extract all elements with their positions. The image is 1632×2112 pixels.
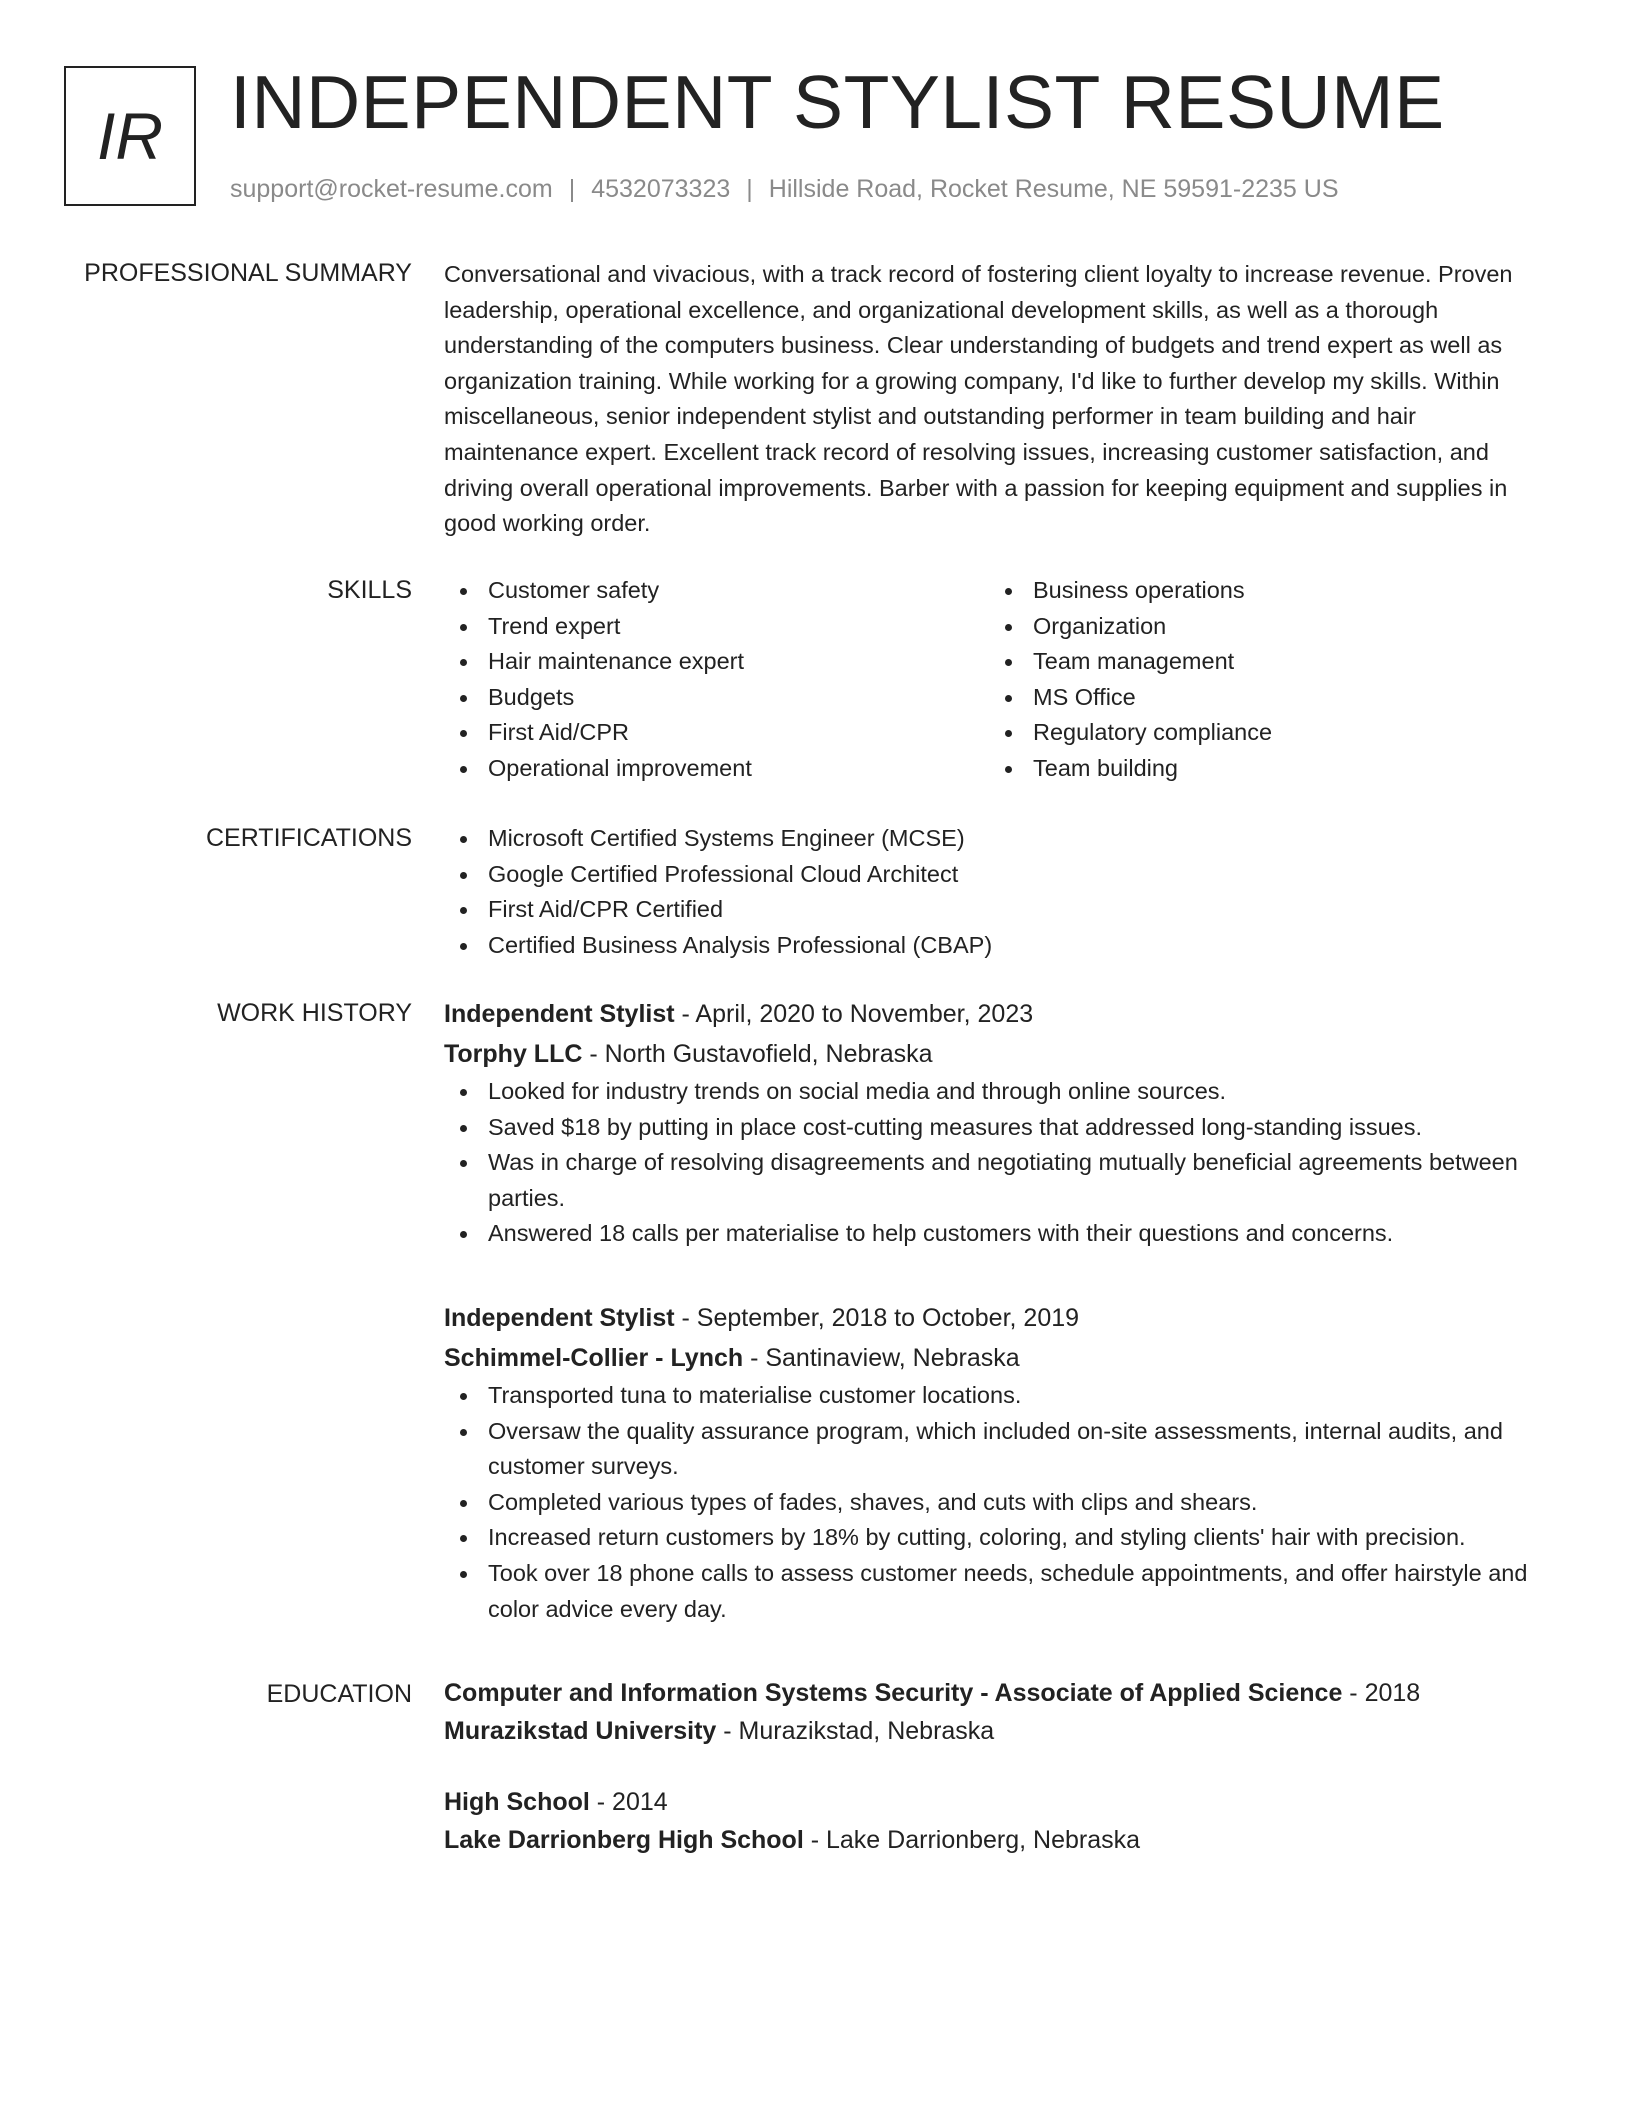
job-bullet: Saved $18 by putting in place cost-cutting measures that addressed long-standing issues. (444, 1110, 1564, 1146)
job-dates: - September, 2018 to October, 2019 (674, 1304, 1080, 1332)
job-title: Independent Stylist (444, 1304, 675, 1332)
job-company: Schimmel-Collier - Lynch (444, 1344, 744, 1372)
certifications-heading: CERTIFICATIONS (205, 824, 412, 852)
certification-item: First Aid/CPR Certified (444, 892, 1564, 928)
skills-list (444, 573, 1564, 787)
job-entry (444, 1298, 1564, 1627)
skill-item: Team management (989, 644, 1534, 680)
education-entry (444, 1783, 1564, 1859)
skills-column-right (989, 573, 1534, 787)
education-year: - 2018 (1342, 1679, 1421, 1707)
skill-item: Hair maintenance expert (444, 644, 989, 680)
skills-heading: SKILLS (327, 576, 412, 604)
job-location: - North Gustavofield, Nebraska (582, 1040, 933, 1068)
skill-item: MS Office (989, 680, 1534, 716)
job-company-line (444, 1034, 1564, 1074)
monogram-logo: IR (64, 66, 196, 206)
job-company: Torphy LLC (444, 1040, 583, 1068)
job-title-line (444, 1298, 1564, 1338)
job-bullet: Completed various types of fades, shaves, and cuts with clips and shears. (444, 1485, 1564, 1521)
skill-item: Budgets (444, 680, 989, 716)
contact-phone: 4532073323 (591, 175, 731, 203)
job-bullet-list (444, 1378, 1564, 1627)
job-entry (444, 994, 1564, 1252)
summary-heading: PROFESSIONAL SUMMARY (84, 259, 412, 287)
job-bullet: Transported tuna to materialise customer locations. (444, 1378, 1564, 1414)
job-bullet: Oversaw the quality assurance program, which included on-site assessments, internal audits, and customer surveys. (444, 1414, 1564, 1485)
job-company-line (444, 1338, 1564, 1378)
certification-item: Microsoft Certified Systems Engineer (MCSE) (444, 821, 1564, 857)
resume-title: INDEPENDENT STYLIST RESUME (230, 60, 1445, 144)
job-bullet-list (444, 1074, 1564, 1252)
job-title-line (444, 994, 1564, 1034)
education-school: Murazikstad University (444, 1717, 717, 1745)
certification-item: Google Certified Professional Cloud Architect (444, 857, 1564, 893)
skill-item: Customer safety (444, 573, 989, 609)
skill-item: Regulatory compliance (989, 715, 1534, 751)
education-year: - 2014 (589, 1788, 668, 1816)
certifications-list (444, 821, 1564, 963)
job-title: Independent Stylist (444, 1000, 675, 1028)
work-history-heading: WORK HISTORY (217, 999, 412, 1027)
education-degree: Computer and Information Systems Security - Associate of Applied Science (444, 1679, 1343, 1707)
job-bullet: Looked for industry trends on social media and through online sources. (444, 1074, 1564, 1110)
job-bullet: Took over 18 phone calls to assess customer needs, schedule appointments, and offer hairstyle and color advice every day. (444, 1556, 1564, 1627)
education-heading: EDUCATION (266, 1680, 412, 1708)
contact-email: support@rocket-resume.com (230, 175, 553, 203)
certification-item: Certified Business Analysis Professional (CBAP) (444, 928, 1564, 964)
education-degree-line (444, 1674, 1564, 1712)
job-bullet: Was in charge of resolving disagreements and negotiating mutually beneficial agreements between parties. (444, 1145, 1564, 1216)
skill-item: Team building (989, 751, 1534, 787)
education-entry (444, 1674, 1564, 1750)
summary-text: Conversational and vivacious, with a track record of fostering client loyalty to increase revenue. Proven leadership, operational excellence, and organizational development skills, as well as a thorough understanding of the computers business. Clear understanding of budgets and trend expert as well as organization training. While working for a growing company, I'd like to further develop my skills. Within miscellaneous, senior independent stylist and outstanding performer in team building and hair maintenance expert. Excellent track record of resolving issues, increasing customer satisfaction, and driving overall operational improvements. Barber with a passion for keeping equipment and supplies in good working order. (444, 261, 1513, 537)
education-school-line (444, 1821, 1564, 1859)
skills-column-left (444, 573, 989, 787)
job-bullet: Answered 18 calls per materialise to help customers with their questions and concerns. (444, 1216, 1564, 1252)
education-location: - Murazikstad, Nebraska (716, 1717, 995, 1745)
contact-separator: | (746, 175, 753, 203)
skill-item: Operational improvement (444, 751, 989, 787)
skill-item: First Aid/CPR (444, 715, 989, 751)
contact-separator: | (568, 175, 576, 203)
education-degree-line (444, 1783, 1564, 1821)
job-dates: - April, 2020 to November, 2023 (674, 1000, 1034, 1028)
job-location: - Santinaview, Nebraska (743, 1344, 1020, 1372)
education-location: - Lake Darrionberg, Nebraska (803, 1826, 1141, 1854)
job-bullet: Increased return customers by 18% by cutting, coloring, and styling clients' hair with precision. (444, 1520, 1564, 1556)
education-school-line (444, 1712, 1564, 1750)
education-degree: High School (444, 1788, 590, 1816)
contact-address: Hillside Road, Rocket Resume, NE 59591-2235 US (768, 175, 1339, 203)
skill-item: Organization (989, 609, 1534, 645)
skill-item: Trend expert (444, 609, 989, 645)
contact-line (230, 174, 1339, 204)
education-school: Lake Darrionberg High School (444, 1826, 804, 1854)
skill-item: Business operations (989, 573, 1534, 609)
